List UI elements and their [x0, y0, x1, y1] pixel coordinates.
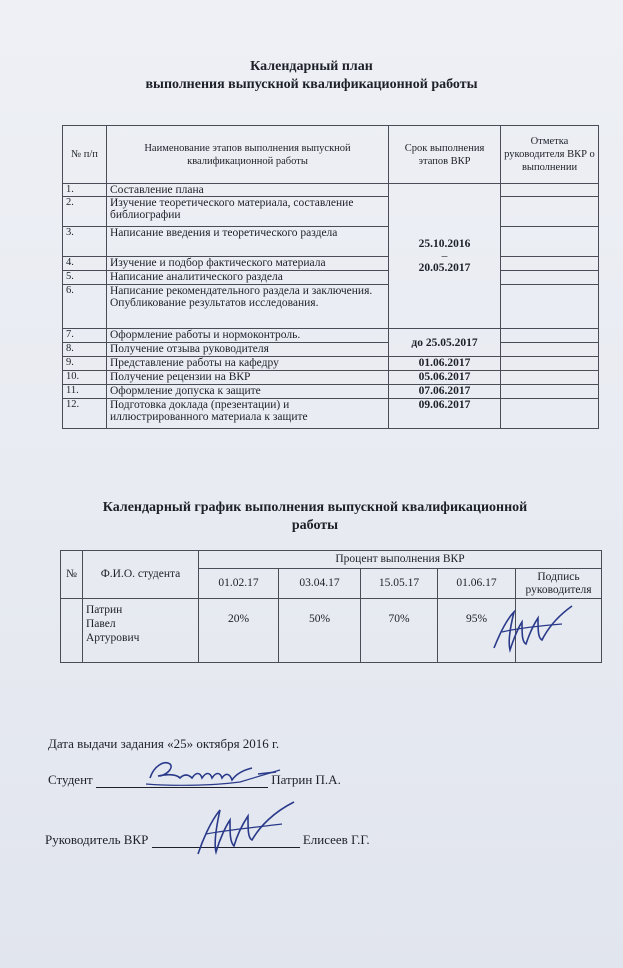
plan-row — [63, 329, 599, 343]
plan-period-cell — [389, 184, 501, 329]
plan-row-num: 6. — [63, 285, 107, 329]
plan-mark-cell — [501, 285, 599, 329]
schedule-title — [20, 499, 610, 535]
student-name — [83, 599, 199, 663]
plan-mark-cell — [501, 227, 599, 257]
plan-row-stage: Составление плана — [107, 184, 389, 197]
plan-title-line2: выполнения выпускной квалификационной работы — [145, 77, 478, 92]
plan-header-row — [63, 126, 599, 184]
schedule-date-header: 03.04.17 — [279, 569, 361, 599]
plan-row-stage: Написание рекомендательного раздела и заключения. Опубликование результатов исследования. — [107, 285, 389, 329]
plan-row-stage: Получение отзыва руководителя — [107, 343, 389, 357]
student-label: Студент — [48, 772, 93, 787]
plan-row-stage: Оформление работы и нормоконтроль. — [107, 329, 389, 343]
plan-row-num: 1. — [63, 184, 107, 197]
plan-row-num: 4. — [63, 257, 107, 271]
plan-row — [63, 385, 599, 399]
plan-row — [63, 285, 599, 329]
student-signature-image — [140, 752, 290, 794]
plan-header-num: № п/п — [63, 126, 107, 184]
plan-row-num: 5. — [63, 271, 107, 285]
plan-date-11: 07.06.2017 — [389, 385, 501, 399]
plan-row — [63, 371, 599, 385]
plan-mark-cell — [501, 371, 599, 385]
plan-row-num: 2. — [63, 197, 107, 227]
plan-row-num: 7. — [63, 329, 107, 343]
plan-row-stage: Подготовка доклада (презентации) и иллюстрированного материала к защите — [107, 399, 389, 429]
issue-date: Дата выдачи задания «25» октября 2016 г. — [48, 736, 280, 751]
schedule-date-header: 01.06.17 — [438, 569, 516, 599]
plan-row-num: 12. — [63, 399, 107, 429]
plan-row-num: 8. — [63, 343, 107, 357]
schedule-header-row — [61, 551, 602, 569]
plan-mark-cell — [501, 257, 599, 271]
student-name-line2: Павел — [86, 618, 116, 630]
schedule-date-header: 15.05.17 — [361, 569, 438, 599]
plan-row-num: 3. — [63, 227, 107, 257]
supervisor-label: Руководитель ВКР — [45, 832, 149, 847]
plan-row-stage: Изучение и подбор фактического материала — [107, 257, 389, 271]
supervisor-name-footer: Елисеев Г.Г. — [302, 832, 370, 847]
plan-header-deadline: Срок выполнения этапов ВКР — [389, 126, 501, 184]
student-name-line3: Артурович — [86, 632, 140, 644]
student-name-footer: Патрин П.А. — [271, 772, 341, 787]
plan-title — [0, 58, 623, 94]
plan-period-end: 20.05.2017 — [418, 262, 471, 274]
progress-value: 50% — [279, 599, 361, 663]
plan-mark-cell — [501, 357, 599, 371]
plan-mark-cell — [501, 385, 599, 399]
plan-header-stage: Наименование этапов выполнения выпускной квалификационной работы — [107, 126, 389, 184]
plan-mark-cell — [501, 399, 599, 429]
plan-title-line1: Календарный план — [250, 59, 373, 74]
schedule-date-header: 01.02.17 — [199, 569, 279, 599]
plan-row — [63, 357, 599, 371]
plan-header-mark: Отметка руководителя ВКР о выполнении — [501, 126, 599, 184]
plan-row — [63, 343, 599, 357]
plan-row-num: 11. — [63, 385, 107, 399]
plan-date-7-8: до 25.05.2017 — [389, 329, 501, 357]
plan-row — [63, 227, 599, 257]
plan-mark-cell — [501, 197, 599, 227]
supervisor-signature-image — [488, 598, 578, 660]
schedule-title-line1: Календарный график выполнения выпускной квалификационной — [102, 500, 528, 515]
plan-row — [63, 197, 599, 227]
plan-row — [63, 184, 599, 197]
plan-row — [63, 257, 599, 271]
plan-mark-cell — [501, 329, 599, 343]
plan-row-stage: Представление работы на кафедру — [107, 357, 389, 371]
student-name-line1: Патрин — [86, 604, 123, 616]
plan-row-num: 9. — [63, 357, 107, 371]
schedule-title-line2: работы — [291, 518, 339, 533]
schedule-header-num: № — [61, 551, 83, 599]
schedule-row-num — [61, 599, 83, 663]
progress-value: 95% — [438, 599, 516, 663]
progress-value: 70% — [361, 599, 438, 663]
plan-row-stage: Получение рецензии на ВКР — [107, 371, 389, 385]
plan-row-stage: Оформление допуска к защите — [107, 385, 389, 399]
plan-row — [63, 399, 599, 429]
schedule-header-signature: Подпись руководителя — [516, 569, 602, 599]
plan-row-stage: Написание аналитического раздела — [107, 271, 389, 285]
plan-row-stage: Написание введения и теоретического раздела — [107, 227, 389, 257]
plan-date-9: 01.06.2017 — [389, 357, 501, 371]
plan-row-num: 10. — [63, 371, 107, 385]
plan-period-dash: – — [441, 250, 448, 262]
plan-mark-cell — [501, 184, 599, 197]
plan-mark-cell — [501, 271, 599, 285]
schedule-header-percent: Процент выполнения ВКР — [199, 551, 602, 569]
plan-row-stage: Изучение теоретического материала, составление библиографии — [107, 197, 389, 227]
plan-date-12: 09.06.2017 — [389, 399, 501, 429]
plan-mark-cell — [501, 343, 599, 357]
plan-table — [62, 125, 599, 429]
progress-value: 20% — [199, 599, 279, 663]
plan-date-10: 05.06.2017 — [389, 371, 501, 385]
schedule-header-name: Ф.И.О. студента — [83, 551, 199, 599]
plan-period-start: 25.10.2016 — [418, 238, 471, 250]
plan-row — [63, 271, 599, 285]
supervisor-footer-signature-image — [190, 792, 300, 864]
